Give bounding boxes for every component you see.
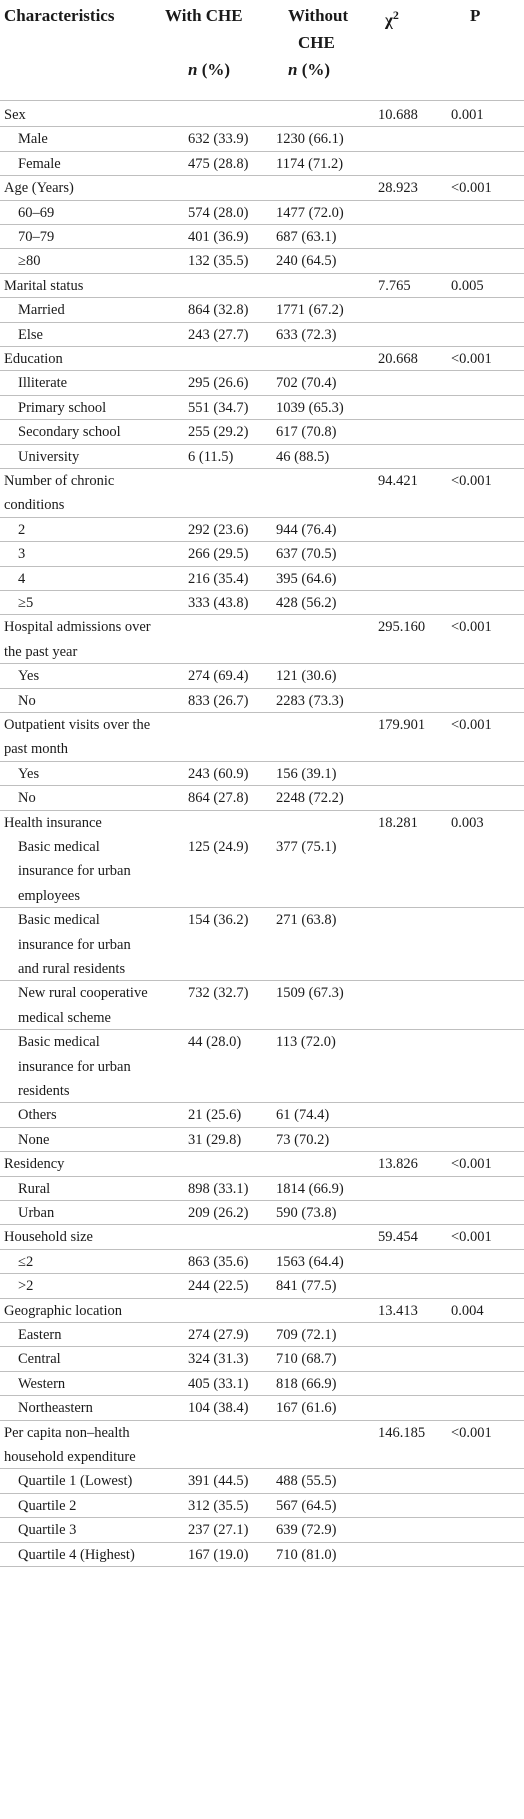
- row-characteristic: Basic medical: [18, 912, 100, 929]
- header-without-che-n: [288, 56, 330, 83]
- row-characteristic: University: [18, 448, 80, 465]
- row-characteristic: Central: [18, 1351, 61, 1368]
- row-with-che: 132 (35.5): [188, 253, 249, 270]
- row-chi-square: 7.765: [378, 277, 411, 294]
- table-row: [0, 1177, 524, 1201]
- row-characteristic: Per capita non–health: [4, 1424, 130, 1441]
- row-without-che: 617 (70.8): [276, 424, 337, 441]
- row-p-value: <0.001: [451, 351, 492, 367]
- table-row: [0, 1103, 524, 1127]
- row-characteristic: Quartile 3: [18, 1522, 77, 1539]
- row-characteristic: Marital status: [4, 277, 84, 294]
- row-with-che: 6 (11.5): [188, 448, 234, 465]
- row-p-value: <0.001: [451, 1156, 492, 1173]
- row-characteristic: 70–79: [18, 229, 55, 245]
- row-chi-square: 295.160: [378, 619, 426, 636]
- row-characteristic: Rural: [18, 1180, 51, 1197]
- header-p: P: [470, 6, 481, 25]
- row-chi-square: 13.826: [378, 1156, 418, 1173]
- row-without-che: 590 (73.8): [276, 1205, 337, 1221]
- row-p-value: <0.001: [451, 619, 492, 636]
- row-with-che: 266 (29.5): [188, 546, 249, 563]
- pct-symbol: (%): [297, 60, 331, 79]
- header-divider: [0, 100, 524, 101]
- row-characteristic: Secondary school: [18, 424, 121, 441]
- row-without-che: 395 (64.6): [276, 570, 337, 587]
- row-chi-square: 28.923: [378, 180, 418, 197]
- table-row: [0, 1372, 524, 1396]
- row-chi-square: 94.421: [378, 473, 418, 489]
- row-with-che: 324 (31.3): [188, 1351, 249, 1368]
- row-without-che: 710 (68.7): [276, 1351, 337, 1368]
- table-row: [0, 1299, 524, 1323]
- row-characteristic: Number of chronic: [4, 473, 115, 489]
- table-row: [0, 664, 524, 688]
- row-without-che: 818 (66.9): [276, 1375, 337, 1392]
- row-with-che: 333 (43.8): [188, 595, 249, 611]
- n-symbol: n: [288, 60, 298, 79]
- row-characteristic: No: [18, 790, 36, 807]
- row-without-che: 1230 (66.1): [276, 131, 344, 148]
- row-characteristic: Sex: [4, 107, 26, 123]
- row-chi-square: 20.668: [378, 351, 418, 367]
- table-row: [0, 1128, 524, 1152]
- row-without-che: 687 (63.1): [276, 229, 337, 245]
- row-characteristic: Others: [18, 1107, 57, 1124]
- row-without-che: 567 (64.5): [276, 1497, 337, 1514]
- header-without-che-line2: CHE: [298, 33, 335, 52]
- row-without-che: 702 (70.4): [276, 375, 337, 392]
- row-with-che: 104 (38.4): [188, 1400, 249, 1417]
- row-chi-square: 179.901: [378, 717, 426, 733]
- row-with-che: 274 (27.9): [188, 1327, 249, 1343]
- row-characteristic: 4: [18, 570, 26, 587]
- row-without-che: 73 (70.2): [276, 1131, 330, 1148]
- row-without-che: 428 (56.2): [276, 595, 337, 611]
- row-without-che: 709 (72.1): [276, 1327, 337, 1343]
- row-chi-square: 13.413: [378, 1302, 418, 1319]
- row-characteristic: Geographic location: [4, 1302, 122, 1319]
- chi-superscript: 2: [392, 8, 399, 22]
- row-characteristic: 3: [18, 546, 26, 563]
- table-row: [0, 762, 524, 786]
- row-characteristic: Primary school: [18, 399, 107, 416]
- row-characteristic: Health insurance: [4, 814, 102, 831]
- header-chi-square: [385, 2, 399, 34]
- row-characteristic: residents: [18, 1082, 70, 1099]
- row-with-che: 632 (33.9): [188, 131, 249, 148]
- row-characteristic: Female: [18, 155, 61, 172]
- row-chi-square: 146.185: [378, 1424, 426, 1441]
- row-chi-square: 10.688: [378, 107, 418, 123]
- table-row: [0, 542, 524, 566]
- header-characteristics: Characteristics: [4, 6, 115, 25]
- row-characteristic: Hospital admissions over: [4, 619, 151, 636]
- table-header: [0, 0, 524, 100]
- row-characteristic: 60–69: [18, 204, 55, 221]
- row-characteristic: insurance for urban: [18, 863, 131, 880]
- row-without-che: 710 (81.0): [276, 1546, 337, 1563]
- row-p-value: <0.001: [451, 473, 492, 489]
- row-with-che: 864 (27.8): [188, 790, 249, 807]
- row-with-che: 31 (29.8): [188, 1131, 242, 1148]
- table-row: [0, 420, 524, 444]
- table-row: [0, 274, 524, 298]
- row-without-che: 2248 (72.2): [276, 790, 344, 807]
- table-row: [0, 981, 524, 1030]
- row-p-value: 0.003: [451, 814, 484, 831]
- row-with-che: 167 (19.0): [188, 1546, 249, 1563]
- row-characteristic: Married: [18, 302, 65, 319]
- row-without-che: 1771 (67.2): [276, 302, 344, 319]
- row-without-che: 488 (55.5): [276, 1473, 337, 1490]
- row-characteristic: Northeastern: [18, 1400, 93, 1417]
- table-row: [0, 201, 524, 225]
- row-characteristic: household expenditure: [4, 1448, 136, 1465]
- row-divider: [0, 1566, 524, 1567]
- row-characteristic: Western: [18, 1375, 66, 1392]
- row-with-che: 244 (22.5): [188, 1278, 249, 1295]
- row-characteristic: employees: [18, 887, 81, 904]
- table-row: [0, 1030, 524, 1103]
- row-characteristic: the past year: [4, 643, 78, 660]
- table-row: [0, 689, 524, 713]
- pct-symbol: (%): [197, 60, 231, 79]
- table-row: [0, 298, 524, 322]
- row-chi-square: 18.281: [378, 814, 418, 831]
- table-row: [0, 1225, 524, 1249]
- row-without-che: 639 (72.9): [276, 1522, 337, 1539]
- row-with-che: 237 (27.1): [188, 1522, 249, 1539]
- row-p-value: 0.005: [451, 277, 484, 294]
- table-row: [0, 371, 524, 395]
- header-with-che-n: [188, 56, 230, 83]
- row-characteristic: Residency: [4, 1156, 65, 1173]
- row-without-che: 271 (63.8): [276, 912, 337, 929]
- row-with-che: 274 (69.4): [188, 668, 249, 685]
- row-chi-square: 59.454: [378, 1229, 418, 1246]
- row-with-che: 255 (29.2): [188, 424, 249, 441]
- table-row: [0, 1421, 524, 1470]
- row-characteristic: conditions: [4, 497, 65, 514]
- row-characteristic: >2: [18, 1278, 34, 1295]
- row-with-che: 864 (32.8): [188, 302, 249, 319]
- row-with-che: 292 (23.6): [188, 521, 249, 538]
- table-row: [0, 249, 524, 273]
- table-row: [0, 786, 524, 810]
- row-characteristic: Quartile 2: [18, 1497, 77, 1514]
- table-row: [0, 176, 524, 200]
- table-row: [0, 835, 524, 908]
- table-row: [0, 1201, 524, 1225]
- table-row: [0, 1347, 524, 1371]
- row-characteristic: No: [18, 692, 36, 709]
- row-without-che: 1477 (72.0): [276, 204, 344, 221]
- row-with-che: 216 (35.4): [188, 570, 249, 587]
- n-symbol: n: [188, 60, 198, 79]
- table-row: [0, 103, 524, 127]
- row-characteristic: None: [18, 1131, 50, 1148]
- header-without-che-line1: Without: [288, 6, 349, 25]
- table-row: [0, 469, 524, 518]
- row-without-che: 1174 (71.2): [276, 155, 344, 172]
- row-without-che: 637 (70.5): [276, 546, 337, 563]
- row-characteristic: Age (Years): [4, 180, 74, 197]
- row-with-che: 401 (36.9): [188, 229, 249, 245]
- row-characteristic: medical scheme: [18, 1009, 111, 1026]
- table-row: [0, 1152, 524, 1176]
- row-with-che: 391 (44.5): [188, 1473, 249, 1490]
- row-characteristic: Quartile 1 (Lowest): [18, 1473, 133, 1490]
- table-row: [0, 1469, 524, 1493]
- row-p-value: <0.001: [451, 1229, 492, 1246]
- row-with-che: 405 (33.1): [188, 1375, 249, 1392]
- table-row: [0, 445, 524, 469]
- row-p-value: 0.004: [451, 1302, 484, 1319]
- row-with-che: 863 (35.6): [188, 1253, 249, 1270]
- row-characteristic: insurance for urban: [18, 1058, 131, 1075]
- row-with-che: 574 (28.0): [188, 204, 249, 221]
- row-without-che: 377 (75.1): [276, 839, 337, 855]
- row-with-che: 21 (25.6): [188, 1107, 242, 1124]
- table-row: [0, 1396, 524, 1420]
- row-characteristic: Illiterate: [18, 375, 68, 392]
- table-row: [0, 615, 524, 664]
- row-characteristic: Household size: [4, 1229, 93, 1246]
- row-characteristic: Else: [18, 326, 43, 343]
- row-characteristic: Male: [18, 131, 48, 148]
- table-row: [0, 811, 524, 835]
- row-without-che: 1039 (65.3): [276, 399, 344, 416]
- row-characteristic: past month: [4, 741, 69, 758]
- table-row: [0, 323, 524, 347]
- row-characteristic: insurance for urban: [18, 936, 131, 953]
- row-characteristic: ≥80: [18, 253, 41, 270]
- row-with-che: 243 (60.9): [188, 765, 249, 782]
- row-with-che: 154 (36.2): [188, 912, 249, 929]
- row-with-che: 312 (35.5): [188, 1497, 249, 1514]
- row-characteristic: Education: [4, 351, 63, 367]
- row-p-value: <0.001: [451, 717, 492, 733]
- table-row: [0, 1274, 524, 1298]
- row-characteristic: Quartile 4 (Highest): [18, 1546, 135, 1563]
- table-row: [0, 1543, 524, 1567]
- row-without-che: 240 (64.5): [276, 253, 337, 270]
- row-with-che: 295 (26.6): [188, 375, 249, 392]
- table-row: [0, 713, 524, 762]
- row-without-che: 633 (72.3): [276, 326, 337, 343]
- row-with-che: 243 (27.7): [188, 326, 249, 343]
- row-characteristic: ≥5: [18, 595, 34, 611]
- row-with-che: 833 (26.7): [188, 692, 249, 709]
- row-with-che: 898 (33.1): [188, 1180, 249, 1197]
- header-with-che: With CHE: [165, 6, 243, 25]
- row-without-che: 1563 (64.4): [276, 1253, 344, 1270]
- row-with-che: 209 (26.2): [188, 1205, 249, 1221]
- row-without-che: 121 (30.6): [276, 668, 337, 685]
- row-with-che: 732 (32.7): [188, 985, 249, 1002]
- table-row: [0, 127, 524, 151]
- row-characteristic: Basic medical: [18, 1034, 100, 1051]
- row-without-che: 1509 (67.3): [276, 985, 344, 1002]
- table-row: [0, 1518, 524, 1542]
- row-with-che: 475 (28.8): [188, 155, 249, 172]
- row-characteristic: Eastern: [18, 1327, 62, 1343]
- table-row: [0, 1323, 524, 1347]
- table-row: [0, 518, 524, 542]
- row-characteristic: 2: [18, 521, 26, 538]
- row-characteristic: Yes: [18, 668, 40, 685]
- table-row: [0, 152, 524, 176]
- row-without-che: 46 (88.5): [276, 448, 330, 465]
- table-row: [0, 1494, 524, 1518]
- table-row: [0, 347, 524, 371]
- row-without-che: 944 (76.4): [276, 521, 337, 538]
- row-without-che: 61 (74.4): [276, 1107, 330, 1124]
- row-without-che: 113 (72.0): [276, 1034, 336, 1051]
- row-characteristic: ≤2: [18, 1253, 34, 1270]
- row-characteristic: Basic medical: [18, 839, 100, 855]
- row-characteristic: New rural cooperative: [18, 985, 148, 1002]
- row-with-che: 44 (28.0): [188, 1034, 242, 1051]
- row-characteristic: Outpatient visits over the: [4, 717, 151, 733]
- row-without-che: 167 (61.6): [276, 1400, 337, 1417]
- row-without-che: 2283 (73.3): [276, 692, 344, 709]
- row-p-value: <0.001: [451, 1424, 492, 1441]
- table-row: [0, 396, 524, 420]
- row-with-che: 551 (34.7): [188, 399, 249, 416]
- row-characteristic: Urban: [18, 1205, 55, 1221]
- row-characteristic: and rural residents: [18, 960, 126, 977]
- table-row: [0, 567, 524, 591]
- row-without-che: 841 (77.5): [276, 1278, 337, 1295]
- row-without-che: 156 (39.1): [276, 765, 337, 782]
- chi-symbol: χ: [385, 10, 393, 30]
- row-p-value: <0.001: [451, 180, 492, 197]
- row-with-che: 125 (24.9): [188, 839, 249, 855]
- table-row: [0, 225, 524, 249]
- table-row: [0, 591, 524, 615]
- table-row: [0, 1250, 524, 1274]
- row-without-che: 1814 (66.9): [276, 1180, 344, 1197]
- table-row: [0, 908, 524, 981]
- row-characteristic: Yes: [18, 765, 40, 782]
- row-p-value: 0.001: [451, 107, 484, 123]
